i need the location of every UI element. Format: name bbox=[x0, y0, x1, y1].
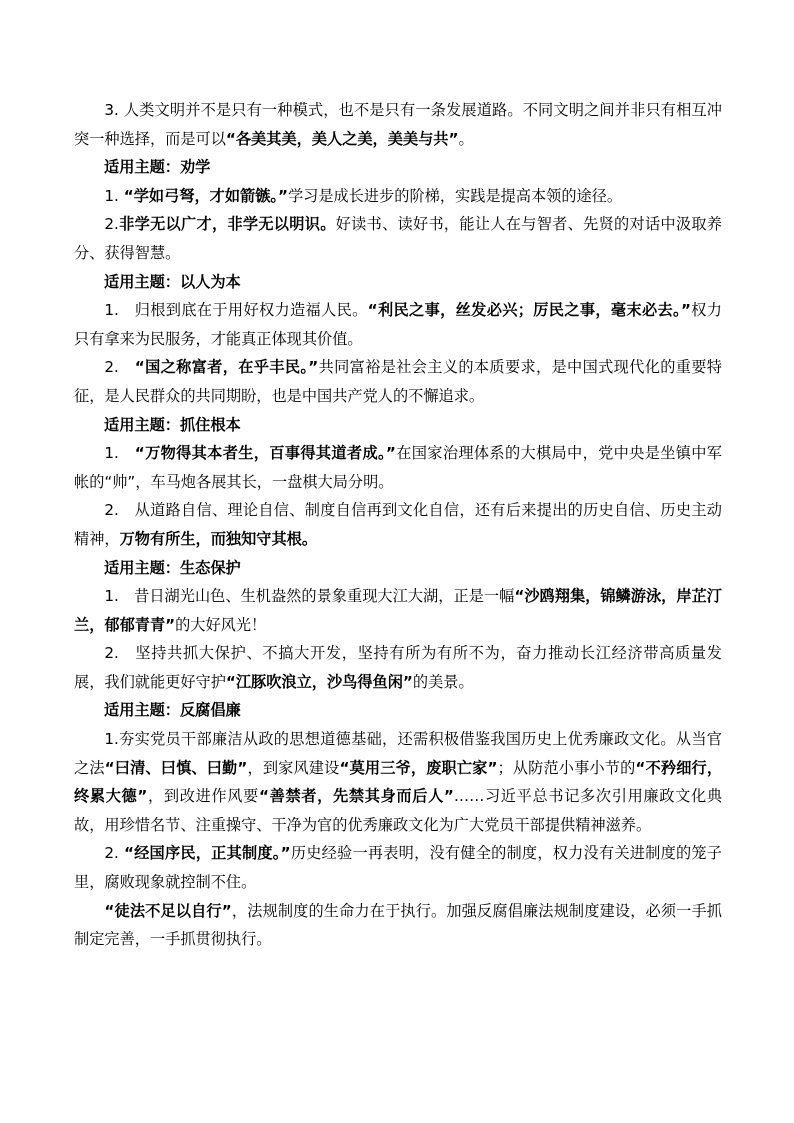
bold-quote: “徒法不足以自行” bbox=[104, 901, 232, 920]
text-run: 好读书、读好书，能让人在与智者、先贤的对话中汲取养分、获得智慧。 bbox=[74, 215, 723, 262]
bold-quote: “曰清、曰慎、曰勤” bbox=[104, 758, 248, 777]
text-run: 2. bbox=[104, 844, 124, 863]
text-run: ，到改进作风要 bbox=[147, 787, 259, 806]
section-heading: 适用主题：反腐倡廉 bbox=[104, 701, 241, 720]
section-heading: 适用主题：劝学 bbox=[104, 158, 211, 177]
bold-quote: “万物得其本者生，百事得其道者成。” bbox=[134, 444, 396, 463]
text-run: 1. bbox=[104, 186, 124, 205]
bold-quote: “经国序民，正其制度。” bbox=[123, 844, 291, 863]
text-run: 2. bbox=[104, 215, 119, 234]
text-run: 权力只有拿来为民服务，才能真正体现其价值。 bbox=[74, 301, 722, 348]
paragraph bbox=[74, 439, 722, 496]
text-run: 1. 昔日湖光山色、生机盎然的景象重现大江大湖，正是一幅 bbox=[104, 587, 515, 606]
text-run: 。 bbox=[458, 129, 474, 148]
text-run: ，法规制度的生命力在于执行。加强反腐倡廉法规制度建设，必须一手抓制定完善，一手抓贯彻执行。 bbox=[74, 901, 722, 949]
text-run: 2. 从道路自信、理论自信、制度自信再到文化自信，还有后来提出的历史自信、历史主动精神， bbox=[74, 501, 722, 548]
bold-quote: 万物有所生，而独知守其根。 bbox=[119, 529, 317, 548]
section-heading: 适用主题：生态保护 bbox=[104, 558, 241, 577]
bold-quote: “江豚吹浪立，沙鸟得鱼闲” bbox=[225, 672, 413, 691]
paragraph bbox=[74, 210, 722, 267]
bold-quote: “各美其美，美人之美，美美与共” bbox=[225, 129, 459, 148]
text-run: ，到家风建设 bbox=[247, 758, 340, 777]
bold-quote: “善禁者，先禁其身而后人” bbox=[258, 787, 454, 806]
bold-quote: “莫用三爷，废职亡家” bbox=[339, 758, 498, 777]
paragraph bbox=[74, 839, 722, 896]
paragraph bbox=[74, 496, 722, 553]
text-run: 1. bbox=[104, 444, 135, 463]
paragraph bbox=[74, 182, 722, 211]
paragraph bbox=[74, 639, 722, 696]
text-run: 1. 归根到底在于用好权力造福人民。 bbox=[104, 301, 368, 320]
bold-quote: “利民之事，丝发必兴；厉民之事，毫末必去。” bbox=[367, 301, 691, 320]
bold-quote: “沙鸥翔集，锦鳞游泳，岸芷汀兰，郁郁青青” bbox=[74, 587, 722, 634]
bold-quote: “国之称富者，在乎丰民。” bbox=[134, 358, 319, 377]
text-run: 学习是成长进步的阶梯，实践是提高本领的途径。 bbox=[287, 186, 623, 205]
text-run: ……习近平总书记多次引用廉政文化典故，用珍惜名节、注重操守、干净为官的优秀廉政文化为广大党员干部提供精神滋养。 bbox=[74, 787, 723, 834]
paragraph bbox=[74, 725, 722, 839]
paragraph bbox=[74, 353, 722, 410]
text-run: 2. bbox=[104, 358, 135, 377]
paragraph bbox=[74, 96, 722, 153]
paragraph bbox=[74, 582, 722, 639]
text-run: 1.夯实党员干部廉洁从政的思想道德基础，还需积极借鉴我国历史上优秀廉政文化。从当官之法 bbox=[74, 730, 722, 777]
text-run: 的美景。 bbox=[412, 672, 474, 691]
text-run: 的大好风光！ bbox=[175, 615, 267, 634]
paragraph bbox=[74, 897, 722, 954]
bold-quote: “不矜细行，终累大德” bbox=[74, 758, 723, 806]
text-run: 3. 人类文明并不是只有一种模式，也不是只有一条发展道路。不同文明之间并非只有相互冲突一种选择，而是可以 bbox=[74, 101, 722, 148]
text-run: 在国家治理体系的大棋局中，党中央是坐镇中军帐的“帅”，车马炮各展其长，一盘棋大局分明。 bbox=[74, 444, 722, 491]
section-heading: 适用主题：抓住根本 bbox=[104, 415, 241, 434]
text-run: 共同富裕是社会主义的本质要求，是中国式现代化的重要特征，是人民群众的共同期盼，也是中国共产党人的不懈追求。 bbox=[74, 358, 722, 405]
text-run: ；从防范小事小节的 bbox=[497, 758, 636, 777]
text-run: 2. 坚持共抓大保护、不搞大开发，坚持有所为有所不为，奋力推动长江经济带高质量发展，我们就能更好守护 bbox=[74, 644, 722, 691]
text-run: 历史经验一再表明，没有健全的制度，权力没有关进制度的笼子里，腐败现象就控制不住。 bbox=[74, 844, 722, 892]
paragraph bbox=[74, 296, 722, 353]
bold-quote: 非学无以广才，非学无以明识。 bbox=[118, 215, 336, 234]
bold-quote: “学如弓弩，才如箭镞。” bbox=[123, 186, 288, 205]
section-heading: 适用主题：以人为本 bbox=[104, 272, 241, 291]
